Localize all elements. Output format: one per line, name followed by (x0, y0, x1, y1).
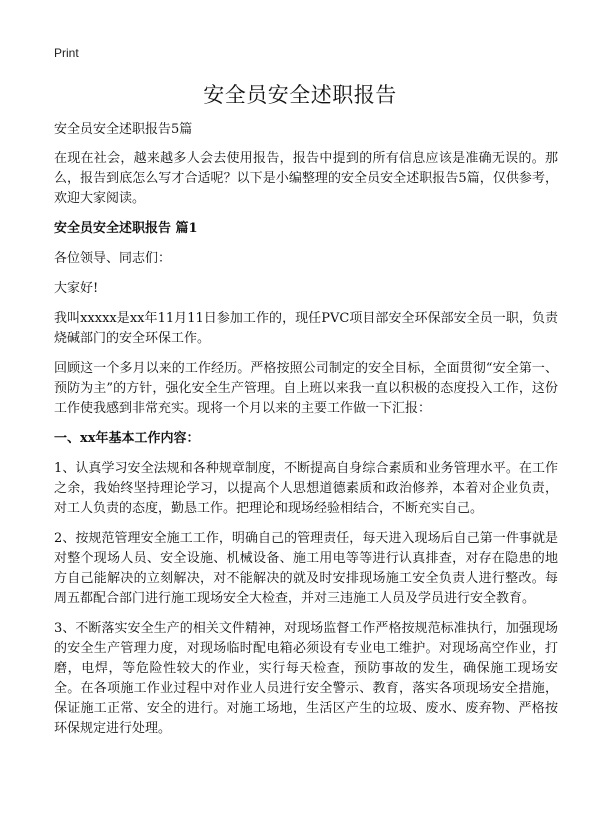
greeting-leaders: 各位领导、同志们： (54, 251, 172, 266)
intro-paragraph: 在现在社会，越来越多人会去使用报告，报告中提到的所有信息应该是准确无误的。那么，报告到底怎么写才合适呢？以下是小编整理的安全员安全述职报告5篇，仅供参考，欢迎大家阅读。 (54, 151, 558, 206)
work-content-heading: 一、xx年基本工作内容： (54, 431, 200, 446)
self-introduction-paragraph: 我叫xxxxx是xx年11月11日参加工作的，现任PVC项目部安全环保部安全员一职，负责烧碱部门的安全环保工作。 (54, 311, 558, 346)
document-title: 安全员安全述职报告 (203, 83, 397, 107)
document-subtitle: 安全员安全述职报告5篇 (54, 122, 193, 137)
document-body (54, 120, 558, 749)
review-paragraph: 回顾这一个多月以来的工作经历。严格按照公司制定的安全目标，全面贯彻“安全第一、预防为主”的方针，强化安全生产管理。自上班以来我一直以积极的态度投入工作，这份工作使我感到非常充实。现将一个月以来的主要工作做一下汇报： (54, 361, 558, 416)
work-item-2: 2、按规范管理安全施工工作，明确自己的管理责任，每天进入现场后自己第一件事就是对整个现场人员、安全设施、机械设备、施工用电等等进行认真排查，对存在隐患的地方自己能解决的立刻解决，对不能解决的就及时安排现场施工安全负责人进行整改。每周五都配合部门进行施工现场安全大检查，并对三违施工人员及学员进行安全教育。 (54, 531, 558, 606)
work-item-3: 3、不断落实安全生产的相关文件精神，对现场监督工作严格按规范标准执行，加强现场的安全生产管理力度，对现场临时配电箱必须设有专业电工维护。对现场高空作业，打磨，电焊，等危险性较大的作业，实行每天检查，预防事故的发生，确保施工现场安全。在各项施工作业过程中对作业人员进行安全警示、教育，落实各项现场安全措施，保证施工正常、安全的进行。对施工场地，生活区产生的垃圾、废水、废弃物、严格按环保规定进行处理。 (54, 621, 558, 736)
print-link[interactable]: Print (54, 46, 79, 60)
work-item-1: 1、认真学习安全法规和各种规章制度，不断提高自身综合素质和业务管理水平。在工作之余，我始终坚持理论学习，以提高个人思想道德素质和政治修养，本着对企业负责，对工人负责的态度，勤恳工作。把理论和现场经验相结合，不断充实自己。 (54, 461, 558, 516)
section-title: 安全员安全述职报告 篇1 (54, 221, 198, 236)
greeting-all: 大家好! (54, 281, 99, 296)
